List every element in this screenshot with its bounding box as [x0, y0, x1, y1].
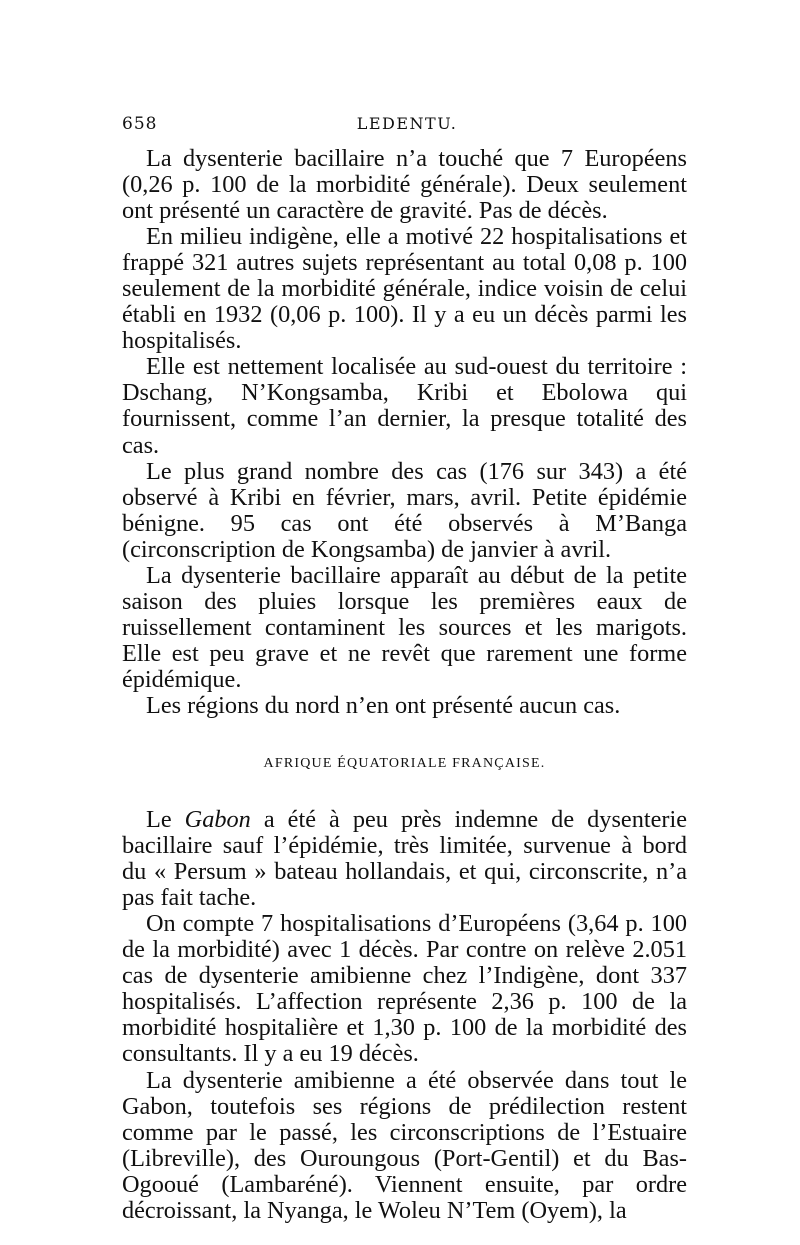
body-text	[122, 146, 687, 1224]
section-heading: AFRIQUE ÉQUATORIALE FRANÇAISE.	[263, 756, 546, 772]
paragraph-gabon	[122, 807, 687, 911]
paragraph-hospitalisations: On compte 7 hospitalisations d’Européens (3,64 p. 100 de la morbidité) avec 1 décès. Par contre on relève 2.051 cas de dysenterie amibienne chez l’Indigène, dont 337 hospitalisés. L’affection représente 2,36 p. 100 de la morbidité hospitalière et 1,30 p. 100 de la morbidité des consultants. Il y a eu 19 décès.	[122, 910, 687, 1068]
paragraph-rainy-season: La dysenterie bacillaire apparaît au début de la petite saison des pluies lorsque les premières eaux de ruissellement contaminent les sources et les marigots. Elle est peu grave et ne revêt que rarement une forme épidémique.	[122, 561, 687, 693]
paragraph-north-regions: Les régions du nord n’en ont présenté aucun cas.	[146, 691, 621, 719]
page-number: 658	[122, 114, 158, 134]
paragraph-amoebic-regions: La dysenterie amibienne a été observée dans tout le Gabon, toutefois ses régions de prédilection restent comme par le passé, les circonscriptions de l’Estuaire (Libreville), des Ouroungous (Port-Gentil) et du Bas-Ogooué (Lambaréné). Viennent ensuite, par ordre décroissant, la Nyanga, le Woleu N’Tem (Oyem), la	[122, 1066, 687, 1224]
paragraph-indigenous-cases: En milieu indigène, elle a motivé 22 hospitalisations et frappé 321 autres sujets représentant au total 0,08 p. 100 seulement de la morbidité générale, indice voisin de celui établi en 1932 (0,06 p. 100). Il y a eu un décès parmi les hospitalisés.	[122, 223, 687, 355]
gabon-italic: Gabon	[184, 806, 251, 834]
running-header	[122, 114, 692, 136]
paragraph-kribi-epidemic: Le plus grand nombre des cas (176 sur 343) a été observé à Kribi en février, mars, avril. Petite épidémie bénigne. 95 cas ont été observés à M’Banga (circonscription de Kongsamba) de janvier à avril.	[122, 457, 687, 563]
running-title: LEDENTU.	[356, 114, 458, 133]
paragraph-european-cases: La dysenterie bacillaire n’a touché que 7 Européens (0,26 p. 100 de la morbidité générale). Deux seulement ont présenté un caractère de gravité. Pas de décès.	[122, 145, 687, 225]
paragraph-localisation: Elle est nettement localisée au sud-ouest du territoire : Dschang, N’Kongsamba, Kribi et Ebolowa qui fournissent, comme l’an dernier, la presque totalité des cas.	[122, 353, 687, 459]
gabon-lead: Le	[146, 806, 185, 834]
gabon-rest: a été à peu près indemne de dysenterie bacillaire sauf l’épidémie, très limitée, survenue à bord du « Persum » bateau hollandais, et qui, circonscrite, n’a pas fait tache.	[122, 806, 688, 912]
